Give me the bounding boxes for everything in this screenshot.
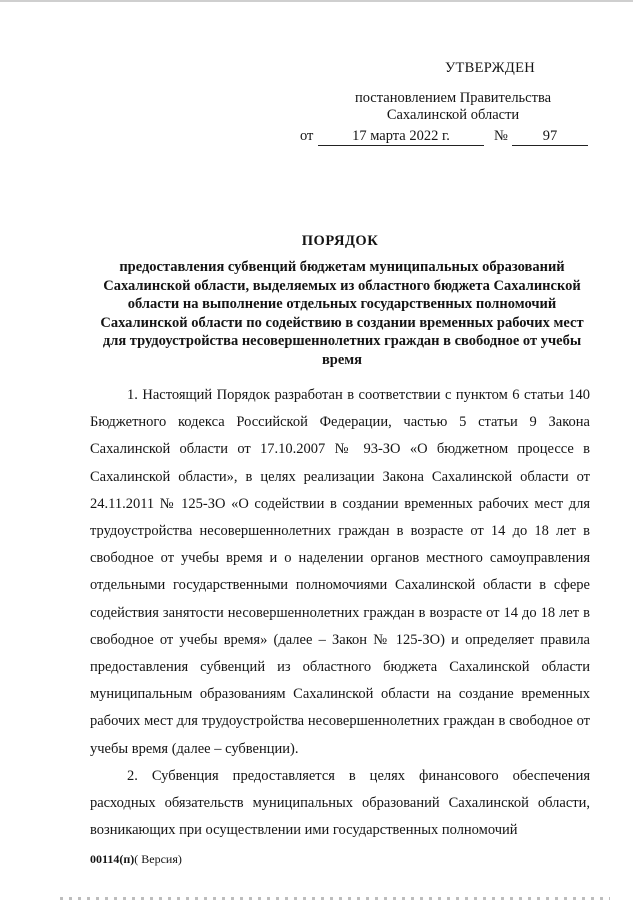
number-label: №	[494, 128, 508, 144]
approval-block	[300, 60, 600, 146]
document-heading: ПОРЯДОК	[301, 233, 379, 249]
approved-stamp-title: УТВЕРЖДЕН	[444, 60, 536, 76]
document-body	[90, 382, 590, 844]
scan-bottom-edge	[60, 897, 610, 900]
approval-line-2: Сахалинской области	[386, 107, 520, 123]
from-label: от	[300, 128, 314, 144]
decree-date: 17 марта 2022 г.	[318, 128, 484, 146]
decree-number: 97	[512, 128, 588, 146]
approval-line-1: постановлением Правительства	[354, 90, 552, 106]
paragraph-1: 1. Настоящий Порядок разработан в соответствии с пунктом 6 статьи 140 Бюджетного кодекса Российской Федерации, частью 5 статьи 9 Закона Сахалинской области от 17.10.2007 № 93-ЗО «О бюджетном процессе в Сахалинской области», в целях реализации Закона Сахалинской области от 24.11.2011 № 125-ЗО «О содействии в создании временных рабочих мест для трудоустройства несовершеннолетних граждан в возрасте от 14 до 18 лет в свободное от учебы время и о наделении органов местного самоуправления отдельными государственными полномочиями Сахалинской области в сфере содействия занятости несовершеннолетних граждан в возрасте от 14 до 18 лет в свободное от учебы время» (далее – Закон № 125-ЗО) и определяет правила предоставления субвенций из областного бюджета Сахалинской области муниципальным образованиям Сахалинской области на создание временных рабочих мест для трудоустройства несовершеннолетних граждан в свободное от учебы время (далее – субвенции).	[90, 387, 590, 757]
document-subtitle: предоставления субвенций бюджетам муниципальных образований Сахалинской области, выделяемых из областного бюджета Сахалинской области на выполнение отдельных государственных полномочий Сахалинской области по содействию в создании временных рабочих мест для трудоустройства несовершеннолетних граждан в свободное от учебы время	[100, 259, 584, 368]
scan-top-edge	[0, 0, 633, 2]
version-label: ( Версия)	[134, 852, 182, 866]
document-code: 00114(п)	[90, 852, 135, 866]
decree-date-number-line	[300, 128, 600, 146]
paragraph-2: 2. Субвенция предоставляется в целях финансового обеспечения расходных обязательств муниципальных образований Сахалинской области, возникающих при осуществлении ими государственных полномочий	[90, 767, 590, 839]
footer-code	[90, 852, 182, 867]
